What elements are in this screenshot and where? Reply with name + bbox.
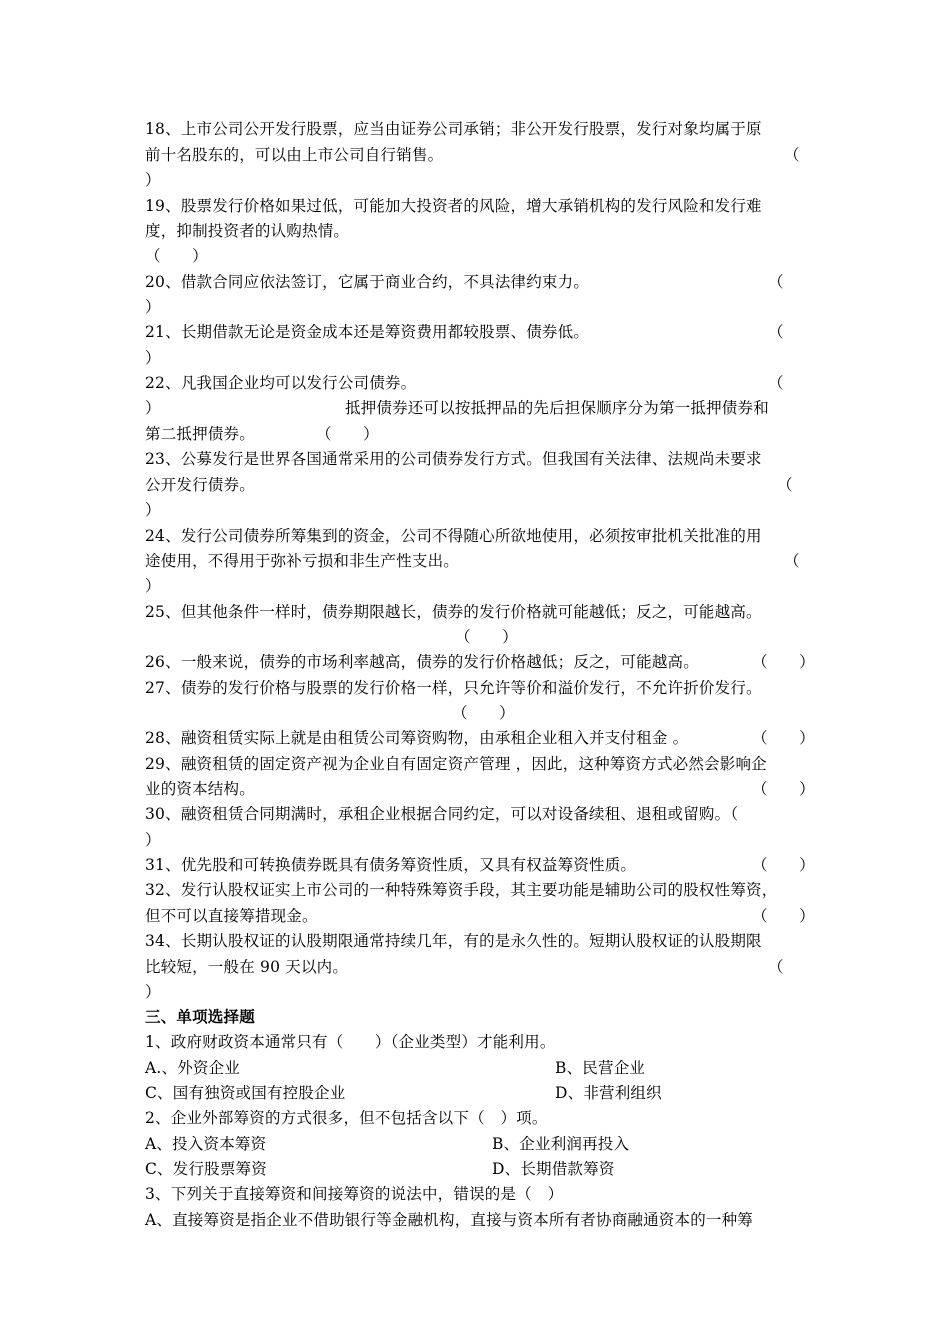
mc2-question: 2、企业外部筹资的方式很多，但不包括含以下（ ）项。 [145, 1109, 548, 1127]
q19-line1: 19、股票发行价格如果过低，可能加大投资者的风险，增大承销机构的发行风险和发行难 [145, 197, 762, 215]
answer-blank-open: （ [768, 273, 784, 291]
answer-blank: （ ） [455, 628, 518, 646]
answer-blank-open: （ [777, 476, 793, 494]
q29-line2: 业的资本结构。 [145, 780, 255, 798]
mc1-option-a: A.、外资企业 [145, 1059, 241, 1077]
q34-line1: 34、长期认股权证的认股期限通常持续几年，有的是永久性的。短期认股权证的认股期限 [145, 932, 762, 950]
answer-blank: （ ） [752, 729, 815, 747]
q25-line1: 25、但其他条件一样时，债券期限越长，债券的发行价格就可能越低；反之，可能越高。 [145, 603, 762, 621]
answer-blank-close: ） [145, 171, 161, 189]
answer-blank-close: ） [145, 298, 161, 316]
answer-blank-open: （ [784, 146, 800, 164]
q29-line1: 29、融资租赁的固定资产视为企业自有固定资产管理 ，因此，这种筹资方式必然会影响企 [145, 755, 767, 773]
answer-blank: （ ） [452, 704, 515, 722]
section-heading: 三、单项选择题 [145, 1007, 255, 1026]
mc3-question: 3、下列关于直接筹资和间接筹资的说法中，错误的是（ ） [145, 1185, 564, 1203]
mc2-option-b: B、企业利润再投入 [492, 1135, 630, 1153]
q23-line2: 公开发行债券。 [145, 476, 255, 494]
q27-line1: 27、债券的发行价格与股票的发行价格一样，只允许等价和溢价发行，不允许折价发行。 [145, 679, 762, 697]
answer-blank-close: ） [145, 349, 161, 367]
mc1-question: 1、政府财政资本通常只有（ ）（企业类型）才能利用。 [145, 1033, 556, 1051]
q21-line1: 21、长期借款无论是资金成本还是筹资费用都较股票、债券低。 [145, 323, 590, 341]
mc1-option-d: D、非营利组织 [555, 1084, 662, 1102]
answer-blank: （ ） [752, 856, 815, 874]
q26-line1: 26、一般来说，债券的市场利率越高，债券的发行价格越低；反之，可能越高。 [145, 653, 699, 671]
answer-blank: （ ） [752, 780, 815, 798]
mc1-option-c: C、国有独资或国有控股企业 [145, 1084, 346, 1102]
q31-line1: 31、优先股和可转换债券既具有债务筹资性质，又具有权益筹资性质。 [145, 856, 637, 874]
q20-line1: 20、借款合同应依法签订，它属于商业合约，不具法律约束力。 [145, 273, 590, 291]
answer-blank-close: ） [145, 399, 161, 417]
q18-line2: 前十名股东的，可以由上市公司自行销售。 [145, 146, 444, 164]
q22b-line1: 抵押债券还可以按抵押品的先后担保顺序分为第一抵押债券和 [345, 399, 769, 417]
answer-blank: （ ） [752, 907, 815, 925]
q22b-line2: 第二抵押债券。 [145, 425, 255, 443]
q30-line1: 30、融资租赁合同期满时，承租企业根据合同约定，可以对设备续租、退租或留购。（ [145, 805, 739, 823]
q19-line2: 度，抑制投资者的认购热情。 [145, 222, 350, 240]
answer-blank-close: ） [145, 831, 161, 849]
answer-blank-open: （ [784, 552, 800, 570]
mc2-option-c: C、发行股票筹资 [145, 1160, 267, 1178]
answer-blank: （ ） [145, 247, 208, 265]
answer-blank-open: （ [768, 958, 784, 976]
mc3-option-a: A、直接筹资是指企业不借助银行等金融机构，直接与资本所有者协商融通资本的一种筹 [145, 1211, 753, 1229]
mc1-option-b: B、民营企业 [555, 1059, 646, 1077]
answer-blank-open: （ [768, 374, 784, 392]
q18-line1: 18、上市公司公开发行股票，应当由证券公司承销；非公开发行股票，发行对象均属于原 [145, 120, 762, 138]
q34-line2: 比较短，一般在 90 天以内。 [145, 958, 349, 976]
answer-blank-close: ） [145, 577, 161, 595]
mc2-option-a: A、投入资本筹资 [145, 1135, 267, 1153]
q32-line1: 32、发行认股权证实上市公司的一种特殊筹资手段，其主要功能是辅助公司的股权性筹资， [145, 881, 778, 899]
answer-blank: （ ） [316, 425, 379, 443]
q32-line2: 但不可以直接筹措现金。 [145, 907, 318, 925]
q24-line2: 途使用，不得用于弥补亏损和非生产性支出。 [145, 552, 460, 570]
q28-line1: 28、融资租赁实际上就是由租赁公司筹资购物，由承租企业租入并支付租金 。 [145, 729, 689, 747]
answer-blank: （ ） [752, 653, 815, 671]
q24-line1: 24、发行公司债券所筹集到的资金，公司不得随心所欲地使用，必须按审批机关批准的用 [145, 527, 762, 545]
answer-blank-close: ） [145, 501, 161, 519]
q22-line1: 22、凡我国企业均可以发行公司债券。 [145, 374, 417, 392]
answer-blank-open: （ [768, 323, 784, 341]
q23-line1: 23、公募发行是世界各国通常采用的公司债券发行方式。但我国有关法律、法规尚未要求 [145, 450, 762, 468]
answer-blank-close: ） [145, 983, 161, 1001]
mc2-option-d: D、长期借款筹资 [492, 1160, 615, 1178]
